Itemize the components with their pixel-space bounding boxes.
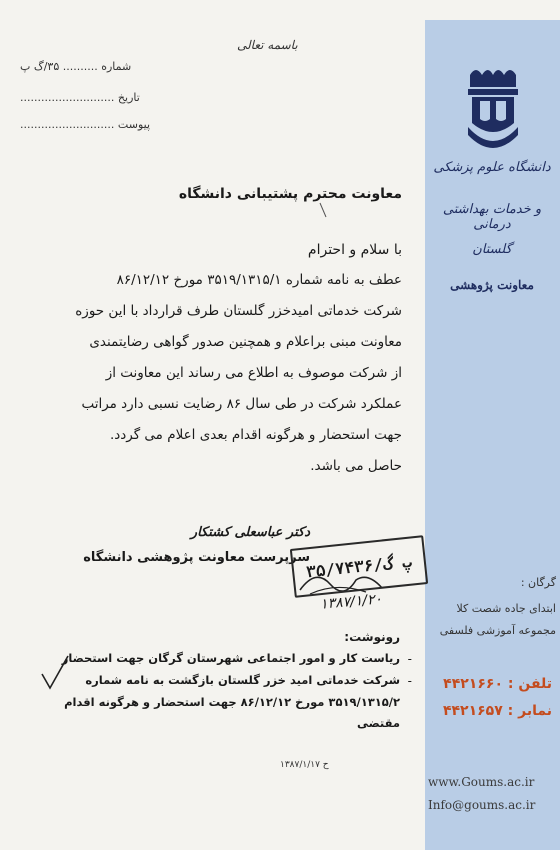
signer-title: سرپرست معاونت پژوهشی دانشگاه bbox=[83, 550, 310, 565]
cc-bullet: - bbox=[407, 674, 412, 688]
address-city: گرگان : bbox=[520, 576, 556, 589]
letter-body-line: جهت استحضار و هرگونه اقدام بعدی اعلام می گردد. bbox=[109, 427, 402, 443]
cc-footnote: ح ۱۳۸۷/۱/۱۷ bbox=[280, 760, 329, 770]
letter-date: تاریخ ........................... bbox=[20, 91, 140, 104]
phone-number: تلفن : ۴۴۲۱۶۶۰ bbox=[443, 676, 552, 692]
letter-body-line: عملکرد شرکت در طی سال ۸۶ رضایت نسبی دارد مراتب bbox=[81, 396, 402, 412]
address-street: ابتدای جاده شصت کلا bbox=[456, 602, 556, 615]
letter-body-line: عطف به نامه شماره ۳۵۱۹/۱۳۱۵/۱ مورخ ۸۶/۱۲/۱۲ bbox=[116, 272, 402, 288]
stamp-number: ۳۵/۷۴۳۶/پ گ bbox=[305, 551, 413, 582]
letter-recipient: معاونت محترم پشتیبانی دانشگاه bbox=[178, 186, 402, 202]
university-logo-icon bbox=[462, 65, 524, 157]
cc-bullet: - bbox=[407, 652, 412, 666]
letter-body-line: حاصل می باشد. bbox=[310, 458, 402, 474]
cc-line: ریاست کار و امور اجتماعی شهرستان گرگان جهت استحضار bbox=[61, 651, 400, 665]
letter-body-line: شرکت خدماتی امیدخزر گلستان طرف قرارداد با این حوزه bbox=[75, 303, 402, 319]
pen-mark-icon bbox=[318, 202, 328, 218]
letter-attachment: پیوست ........................... bbox=[20, 118, 151, 131]
letter-body-line: معاونت مبنی براعلام و همچنین صدور گواهی رضایتمندی bbox=[89, 334, 402, 350]
university-name-line1: دانشگاه علوم پزشکی bbox=[433, 160, 551, 175]
university-name-line3: گلستان bbox=[472, 242, 512, 257]
stamp-date: ۱۳۸۷/۱/۲۰ bbox=[319, 591, 383, 613]
letter-attachment-label: پیوست bbox=[117, 118, 151, 131]
letter-number: شماره .......... ۳۵/گ پ bbox=[20, 60, 132, 73]
department-name: معاونت پژوهشی bbox=[450, 278, 534, 292]
signer-name: دکتر عباسعلی کشتکار bbox=[190, 525, 310, 540]
letterhead-sidebar bbox=[425, 20, 560, 850]
university-name-line2: و خدمات بهداشتی درمانی bbox=[442, 202, 542, 232]
address-complex: مجموعه آموزشی فلسفی bbox=[439, 624, 556, 637]
registration-stamp bbox=[290, 535, 428, 598]
letter-body-line: از شرکت موصوف به اطلاع می رساند این معاونت از bbox=[105, 365, 402, 381]
cc-line: ۳۵۱۹/۱۳۱۵/۲ مورخ ۸۶/۱۲/۱۲ جهت استحضار و هرگونه اقدام bbox=[64, 695, 400, 709]
cc-label: رونوشت: bbox=[344, 630, 400, 644]
letter-greeting: با سلام و احترام bbox=[307, 242, 402, 258]
email-link[interactable]: Info@goums.ac.ir bbox=[428, 798, 536, 812]
cc-line: شرکت خدماتی امید خزر گلستان بازگشت به نامه شماره bbox=[85, 673, 400, 687]
letter-number-label: شماره bbox=[101, 60, 132, 73]
letter-number-value: ۳۵/گ پ bbox=[20, 60, 60, 73]
checkmark-icon bbox=[40, 654, 70, 704]
bismillah-heading: باسمه تعالی bbox=[237, 38, 298, 52]
letter-date-label: تاریخ bbox=[117, 91, 140, 104]
cc-line: مقتضی bbox=[356, 716, 400, 730]
fax-number: نمابر : ۴۴۲۱۶۵۷ bbox=[442, 703, 552, 719]
website-link[interactable]: www.Goums.ac.ir bbox=[428, 775, 535, 789]
